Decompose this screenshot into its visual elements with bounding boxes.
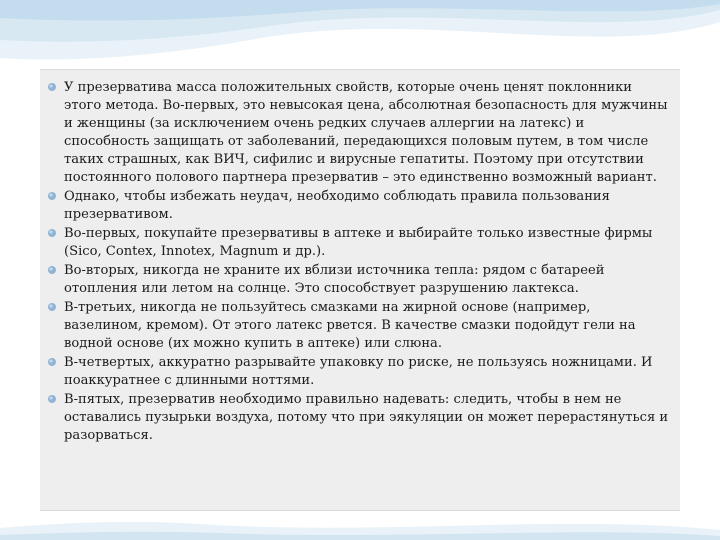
bullet-text: В-пятых, презерватив необходимо правильно надевать: следить, чтобы в нем не оставались пузырьки воздуха, потому что при эякуляции он может перерастянуться и разорваться. (64, 392, 669, 443)
circle-bullet-icon (47, 228, 57, 238)
bullet-item (64, 299, 672, 353)
bullet-item (64, 79, 672, 187)
circle-bullet-icon (47, 265, 57, 275)
bullet-list (40, 70, 680, 445)
bullet-text: Во-вторых, никогда не храните их вблизи источника тепла: рядом с батареей отопления или летом на солнце. Это способствует разрушению лактекса. (64, 263, 605, 296)
bullet-text: Однако, чтобы избежать неудач, необходимо соблюдать правила пользования презервативом. (64, 189, 610, 222)
bullet-item (64, 225, 672, 261)
bullet-item (64, 262, 672, 298)
circle-bullet-icon (47, 302, 57, 312)
bullet-text: Во-первых, покупайте презервативы в аптеке и выбирайте только известные фирмы (Sico, Contex, Innotex, Magnum и др.). (64, 226, 653, 259)
circle-bullet-icon (47, 357, 57, 367)
bottom-wave-decoration (0, 500, 720, 540)
bullet-item (64, 188, 672, 224)
bullet-item (64, 391, 672, 445)
bullet-text: В-третьих, никогда не пользуйтесь смазками на жирной основе (например, вазелином, кремом). От этого латекс рвется. В качестве смазки подойдут гели на водной основе (их можно купить в аптеке) или слюна. (64, 300, 636, 351)
circle-bullet-icon (47, 82, 57, 92)
circle-bullet-icon (47, 394, 57, 404)
bullet-text: У презерватива масса положительных свойств, которые очень ценят поклонники этого метода. Во-первых, это невысокая цена, абсолютная безопасность для мужчины и женщины (за исключением очень редких случаев аллергии на латекс) и способность защищать от заболеваний, передающихся половым путем, в том числе таких страшных, как ВИЧ, сифилис и вирусные гепатиты. Поэтому при отсутствии постоянного полового партнера презерватив – это единственно возможный вариант. (64, 80, 668, 185)
circle-bullet-icon (47, 191, 57, 201)
bullet-text: В-четвертых, аккуратно разрывайте упаковку по риске, не пользуясь ножницами. И поаккуратнее с длинными ноттями. (64, 355, 653, 388)
content-panel (40, 69, 680, 511)
bullet-item (64, 354, 672, 390)
